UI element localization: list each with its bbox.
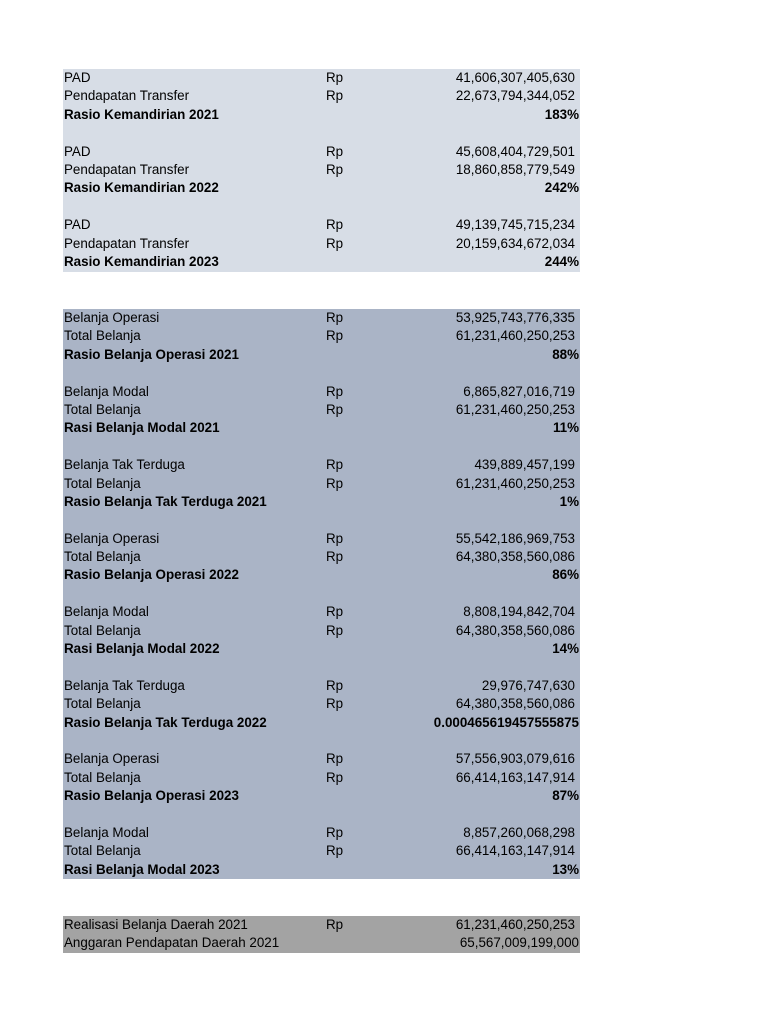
amount-value: 53,925,743,776,335 [455, 310, 575, 325]
currency-label: Rp [326, 917, 344, 932]
spacer-row [63, 732, 580, 750]
row-label: Rasio Belanja Operasi 2022 [64, 567, 239, 583]
data-row [63, 622, 580, 640]
data-row [63, 383, 580, 401]
data-row [63, 677, 580, 695]
row-label: Belanja Operasi [64, 310, 160, 325]
row-label: PAD [64, 217, 91, 233]
amount-value: 64,380,358,560,086 [455, 696, 575, 712]
currency-label: Rp [326, 161, 344, 177]
currency-label: Rp [326, 824, 344, 840]
currency-label: Rp [326, 751, 344, 767]
row-label: Belanja Modal [64, 824, 149, 840]
currency-label: Rp [326, 70, 344, 85]
ratio-value: 86% [552, 567, 579, 583]
row-label: Rasio Kemandirian 2021 [64, 106, 219, 122]
amount-value: 439,889,457,199 [474, 457, 575, 473]
spacer-row [63, 124, 580, 142]
data-row [63, 216, 580, 234]
data-row [63, 69, 580, 87]
ratio-row [63, 253, 580, 271]
row-label: Pendapatan Transfer [64, 235, 190, 251]
spacer-row [63, 364, 580, 382]
currency-label: Rp [326, 383, 344, 399]
ratio-row [63, 861, 580, 879]
data-row [63, 327, 580, 345]
data-row [63, 548, 580, 566]
amount-value: 61,231,460,250,253 [455, 401, 575, 417]
currency-label: Rp [326, 549, 344, 565]
data-row [63, 143, 580, 161]
spacer-row [63, 806, 580, 824]
row-label: Pendapatan Transfer [64, 161, 190, 177]
spacer-row [63, 511, 580, 529]
amount-value: 57,556,903,079,616 [455, 751, 575, 767]
ratio-row [63, 179, 580, 197]
currency-label: Rp [326, 769, 344, 785]
belanja-ratio-section [63, 309, 580, 879]
ratio-row [63, 714, 580, 732]
ratio-value: 11% [552, 420, 579, 436]
row-label: Rasi Belanja Modal 2023 [64, 861, 220, 877]
spacer-row [63, 438, 580, 456]
amount-value: 8,857,260,068,298 [463, 824, 575, 840]
row-label: Total Belanja [64, 475, 141, 491]
ratio-row [63, 787, 580, 805]
data-row [63, 824, 580, 842]
currency-label: Rp [326, 401, 344, 417]
row-label: Total Belanja [64, 328, 141, 344]
amount-value: 49,139,745,715,234 [455, 217, 575, 233]
currency-label: Rp [326, 843, 344, 859]
row-label: Total Belanja [64, 401, 141, 417]
row-label: Belanja Operasi [64, 530, 160, 546]
ratio-value: 244% [544, 253, 579, 269]
ratio-row [63, 419, 580, 437]
ratio-value: 88% [552, 346, 579, 362]
amount-value: 6,865,827,016,719 [463, 383, 575, 399]
amount-value: 65,567,009,199,000 [459, 935, 579, 951]
amount-value: 66,414,163,147,914 [455, 843, 575, 859]
row-label: Belanja Tak Terduga [64, 457, 185, 473]
row-label: Total Belanja [64, 622, 141, 638]
data-row [63, 161, 580, 179]
amount-value: 61,231,460,250,253 [455, 917, 575, 932]
currency-label: Rp [326, 677, 344, 693]
row-label: Rasio Belanja Operasi 2021 [64, 346, 239, 362]
ratio-value: 242% [544, 180, 579, 196]
currency-label: Rp [326, 696, 344, 712]
ratio-row [63, 106, 580, 124]
currency-label: Rp [326, 475, 344, 491]
row-label: Belanja Modal [64, 383, 149, 399]
row-label: Total Belanja [64, 843, 141, 859]
data-row [63, 401, 580, 419]
row-label: Rasi Belanja Modal 2021 [64, 420, 220, 436]
amount-value: 18,860,858,779,549 [455, 161, 575, 177]
row-label: Rasio Belanja Tak Terduga 2022 [64, 714, 267, 730]
row-label: PAD [64, 70, 91, 85]
row-label: Total Belanja [64, 549, 141, 565]
row-label: Rasio Belanja Operasi 2023 [64, 788, 239, 804]
currency-label: Rp [326, 622, 344, 638]
spacer-row [63, 658, 580, 676]
data-row [63, 87, 580, 105]
currency-label: Rp [326, 457, 344, 473]
ratio-value: 0.000465619457555875 [433, 714, 579, 730]
currency-label: Rp [326, 604, 344, 620]
data-row [63, 456, 580, 474]
data-row [63, 695, 580, 713]
currency-label: Rp [326, 530, 344, 546]
amount-value: 61,231,460,250,253 [455, 475, 575, 491]
amount-value: 41,606,307,405,630 [455, 70, 575, 85]
spacer-row [63, 198, 580, 216]
amount-value: 8,808,194,842,704 [463, 604, 575, 620]
ratio-row [63, 493, 580, 511]
currency-label: Rp [326, 88, 344, 104]
data-row [63, 235, 580, 253]
ratio-value: 1% [559, 493, 579, 509]
row-label: Rasio Kemandirian 2022 [64, 180, 219, 196]
amount-value: 29,976,747,630 [481, 677, 575, 693]
row-label: Belanja Operasi [64, 751, 160, 767]
row-label: Realisasi Belanja Daerah 2021 [64, 917, 248, 932]
row-label: Belanja Tak Terduga [64, 677, 185, 693]
data-row [63, 769, 580, 787]
amount-value: 64,380,358,560,086 [455, 622, 575, 638]
row-label: Belanja Modal [64, 604, 149, 620]
row-label: Rasio Belanja Tak Terduga 2021 [64, 493, 267, 509]
ratio-value: 183% [544, 106, 579, 122]
row-label: PAD [64, 143, 91, 159]
amount-value: 45,608,404,729,501 [455, 143, 575, 159]
amount-value: 66,414,163,147,914 [455, 769, 575, 785]
data-row [63, 475, 580, 493]
row-label: Rasi Belanja Modal 2022 [64, 641, 220, 657]
data-row [63, 934, 580, 952]
data-row [63, 309, 580, 327]
kemandirian-section [63, 69, 580, 272]
data-row [63, 530, 580, 548]
data-row [63, 603, 580, 621]
data-row [63, 750, 580, 768]
currency-label: Rp [326, 217, 344, 233]
amount-value: 22,673,794,344,052 [455, 88, 575, 104]
ratio-value: 13% [552, 861, 579, 877]
row-label: Pendapatan Transfer [64, 88, 190, 104]
ratio-value: 87% [552, 788, 579, 804]
row-label: Total Belanja [64, 696, 141, 712]
amount-value: 61,231,460,250,253 [455, 328, 575, 344]
currency-label: Rp [326, 235, 344, 251]
amount-value: 64,380,358,560,086 [455, 549, 575, 565]
currency-label: Rp [326, 143, 344, 159]
row-label: Rasio Kemandirian 2023 [64, 253, 219, 269]
ratio-value: 14% [552, 641, 579, 657]
data-row [63, 842, 580, 860]
realisasi-anggaran-section [63, 916, 580, 953]
currency-label: Rp [326, 310, 344, 325]
amount-value: 55,542,186,969,753 [455, 530, 575, 546]
row-label: Anggaran Pendapatan Daerah 2021 [64, 935, 280, 951]
row-label: Total Belanja [64, 769, 141, 785]
ratio-row [63, 346, 580, 364]
ratio-row [63, 640, 580, 658]
data-row [63, 916, 580, 934]
spacer-row [63, 585, 580, 603]
ratio-row [63, 566, 580, 584]
currency-label: Rp [326, 328, 344, 344]
amount-value: 20,159,634,672,034 [455, 235, 575, 251]
